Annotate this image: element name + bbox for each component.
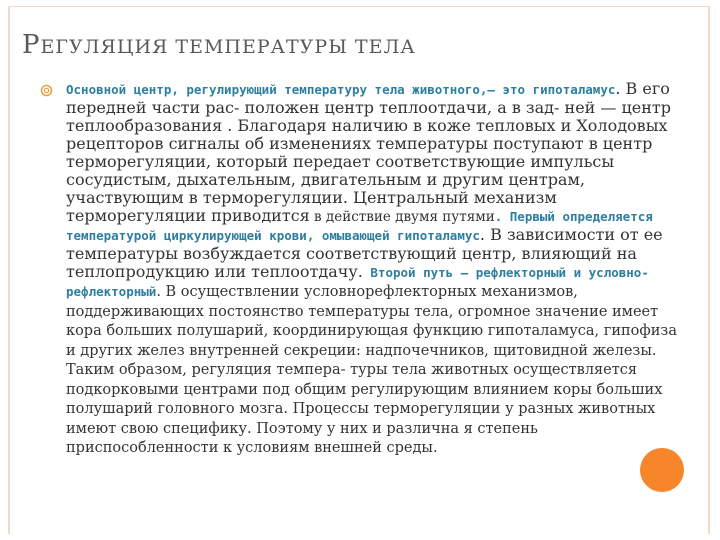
highlight-main-center: Основной центр, регулирующий температуру тела животного,— это гипоталамус — [66, 82, 616, 97]
title-first-letter: Р — [22, 30, 41, 60]
text-dependence: . В зависимости от ее температуры возбуждается соответствующий центр, влияющий на теплопродукцию или теплоотдачу. — [66, 225, 663, 281]
title-rest: ЕГУЛЯЦИЯ ТЕМПЕРАТУРЫ ТЕЛА — [40, 36, 416, 58]
orange-circle-icon — [640, 448, 684, 492]
body-paragraph — [66, 80, 688, 458]
text-conclusion: . В осуществлении условнорефлекторных механизмов, поддерживающих постоянство температуры тела, огромное значение имеет кора больших полушарий, координирующая функцию гипоталамуса, гипофиза и других желез внутренней секреции: надпочечников, щитовидной железы. Таким образом, регуляция темпера- туры тела животных осуществляется подкорковыми центрами под общим регулирующим влиянием коры больших полушарий головного мозга. Процессы терморегуляции у разных животных имеют свою специфику. Поэтому у них и различна я степень приспособленности к условиям внешней среды. — [66, 284, 677, 456]
highlight-first-way: . Первый определяется температурой циркулирующей крови, омывающей гипоталамус — [66, 209, 653, 243]
slide-title — [22, 30, 416, 60]
slide-frame-top — [8, 6, 710, 7]
bullet-icon — [40, 84, 53, 97]
text-two-ways: в действие двумя путями — [309, 209, 495, 225]
highlight-second-way: Второй путь — рефлекторный и условно- рефлекторный — [66, 265, 649, 299]
text-centers-description: . В его передней части рас- положен центр теплоотдачи, а в зад- ней — центр теплообразования . Благодаря наличию в коже тепловых и Холодовых рецепторов сигналы об изменениях температуры поступают в центр терморегуляции, который передает соответствующие импульсы сосудистым, дыхательным, двигательным и другим центрам, участвующим в терморегуляции. Центральный механизм терморегуляции приводится — [66, 79, 672, 225]
